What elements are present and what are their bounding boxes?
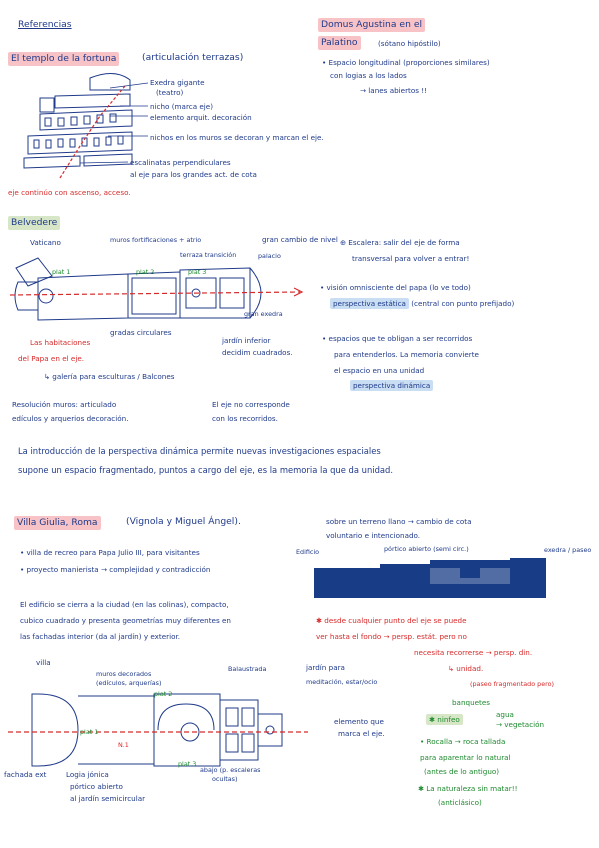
plan-label-muros-2: (edículos, arquerías): [96, 679, 162, 687]
label-gran-exedra: gran exedra: [244, 310, 283, 318]
plan-label-plat1: plat 1: [80, 728, 99, 736]
desde-line3: necesita recorrerse → persp. din.: [414, 648, 533, 657]
villa-bullet-1: • villa de recreo para Papa Julio III, para visitantes: [20, 548, 200, 557]
label-exedra: Exedra gigante: [150, 78, 205, 87]
label-nicho: nicho (marca eje): [150, 102, 214, 111]
eje-note: eje continúo con ascenso, acceso.: [8, 188, 131, 197]
intro-line1: La introducción de la perspectiva dinámica permite nuevas investigaciones espaciales: [18, 446, 381, 456]
villa-bullet-2: • proyecto manierista → complejidad y contradicción: [20, 565, 211, 574]
resolucion-line1: Resolución muros: articulado: [12, 400, 117, 409]
edificio-line2: cubico cuadrado y presenta geometrías muy diferentes en: [20, 616, 231, 625]
villa-giulia-plan: [8, 690, 308, 780]
label-jardin-inferior: jardín inferior: [222, 336, 271, 345]
domus-text-3: → lanes abiertos !!: [360, 86, 428, 95]
naturaleza-line2: (anticlásico): [438, 798, 482, 807]
label-plat3: plat 3: [188, 268, 207, 276]
natural-line1: para aparentar lo natural: [420, 753, 511, 762]
label-elemento: elemento arquit. decoración: [150, 113, 252, 122]
plan-label-logia-2: pórtico abierto: [70, 782, 123, 791]
villa-giulia-heading: Villa Giulia, Roma: [14, 516, 101, 530]
domus-text-1: • Espacio longitudinal (proporciones similares): [322, 58, 490, 67]
label-habitaciones-2: del Papa en el eje.: [18, 354, 85, 363]
eje-line1: El eje no corresponde: [212, 400, 290, 409]
intro-line2: supone un espacio fragmentado, puntos a cargo del eje, es la memoria la que da unidad.: [18, 465, 394, 475]
espacios-line3: el espacio en una unidad: [334, 366, 425, 375]
plan-label-muros-1: muros decorados: [96, 670, 152, 678]
vision-highlight: perspectiva estática: [330, 298, 409, 309]
section-label-exedra: exedra / paseo: [544, 546, 592, 554]
plan-label-balaustrada: Balaustrada: [228, 665, 267, 673]
edificio-line3: las fachadas interior (da al jardín) y exterior.: [20, 632, 181, 641]
ninfeo-label: ✱ ninfeo: [426, 714, 463, 725]
vision-line1: • visión omnisciente del papa (lo ve todo): [320, 283, 471, 292]
domus-title-note: (sótano hipóstilo): [378, 39, 441, 48]
label-al-eje: al eje para los grandes act. de cota: [130, 170, 257, 179]
villa-section-drawing: [310, 554, 550, 604]
plan-label-logia-1: Logia jónica: [66, 770, 109, 779]
terreno-line2: voluntario e intencionado.: [326, 531, 421, 540]
tempio-title: El templo de la fortuna: [8, 52, 119, 66]
desde-line1: ✱ desde cualquier punto del eje se puede: [316, 616, 467, 625]
rocalla-line: • Rocalla → roca tallada: [420, 737, 506, 746]
belvedere-plan: [10, 248, 310, 338]
eje-line2: con los recorridos.: [212, 414, 278, 423]
domus-title-line2: Palatino: [318, 36, 361, 50]
label-habitaciones-1: Las habitaciones: [30, 338, 91, 347]
label-escalinatas: escalinatas perpendiculares: [130, 158, 231, 167]
label-palacio: palacio: [258, 252, 281, 260]
espacios-line2: para entenderlos. La memoria convierte: [334, 350, 479, 359]
label-muros-fortificaciones: muros fortificaciones + atrio: [110, 236, 202, 244]
resolucion-line2: edículos y arquerios decoración.: [12, 414, 129, 423]
ninfeo-banquetes: banquetes: [452, 698, 491, 707]
plan-label-logia-3: al jardín semicircular: [70, 794, 146, 803]
escalera-line2: transversal para volver a entrar!: [352, 254, 470, 263]
label-nichos-muros: nichos en los muros se decoran y marcan el eje.: [150, 133, 324, 142]
natural-line2: (antes de lo antiguo): [424, 767, 500, 776]
references-heading: Referencias: [18, 19, 72, 30]
naturaleza-line1: ✱ La naturaleza sin matar!!: [418, 784, 518, 793]
section-label-edificio: Edificio: [296, 548, 320, 556]
plan-label-plat2: plat 2: [154, 690, 173, 698]
ninfeo-vegetacion: → vegetación: [496, 720, 545, 729]
plan-label-fachada: fachada ext: [4, 770, 47, 779]
escalera-line1: ⊕ Escalera: salir del eje de forma: [340, 238, 460, 247]
label-plat1: plat 1: [52, 268, 71, 276]
elemento-line2: marca el eje.: [338, 729, 385, 738]
section-label-portico: pórtico abierto (semi circ.): [384, 545, 469, 553]
plan-label-abajo-2: ocultas): [212, 775, 238, 783]
terreno-line1: sobre un terreno llano → cambio de cota: [326, 517, 472, 526]
plan-label-plat3: plat 3: [178, 760, 197, 768]
edificio-line1: El edificio se cierra a la ciudad (en las colinas), compacto,: [20, 600, 229, 609]
tempio-leaders: [100, 78, 150, 178]
desde-line4: ↳ unidad.: [448, 664, 484, 673]
plan-label-jardin-1: jardín para: [306, 663, 345, 672]
domus-text-2: con logias a los lados: [330, 71, 407, 80]
desde-line5: (paseo fragmentado pero): [470, 680, 555, 688]
label-plat2: plat 2: [136, 268, 155, 276]
villa-giulia-note: (Vignola y Miguel Ángel).: [126, 516, 241, 527]
label-vaticano: Vaticano: [30, 238, 61, 247]
label-jardin-cuadrados: decidim cuadrados.: [222, 348, 293, 357]
label-galeria: ↳ galería para esculturas / Balcones: [44, 372, 175, 381]
plan-label-nivel: N.1: [118, 741, 129, 749]
plan-label-abajo-1: abajo (p. escaleras: [200, 766, 261, 774]
desde-line2: ver hasta el fondo → persp. estát. pero no: [316, 632, 467, 641]
belvedere-heading: Belvedere: [8, 216, 60, 230]
vision-line3: (central con punto prefijado): [411, 299, 515, 308]
label-teatro: (teatro): [156, 88, 184, 97]
plan-label-jardin-2: meditación, estar/ocio: [306, 678, 378, 686]
plan-label-villa: villa: [36, 658, 51, 667]
espacios-highlight: perspectiva dinámica: [350, 380, 433, 391]
label-gran-cambio: gran cambio de nivel: [262, 235, 338, 244]
elemento-line1: elemento que: [334, 717, 384, 726]
label-gradas: gradas circulares: [110, 328, 172, 337]
ninfeo-agua: agua: [496, 710, 514, 719]
vision-line2-wrap: [330, 299, 514, 308]
label-terraza: terraza transición: [180, 251, 237, 259]
tempio-note: (articulación terrazas): [142, 52, 244, 63]
domus-title-line1: Domus Agustina en el: [318, 18, 425, 32]
espacios-line1: • espacios que te obligan a ser recorridos: [322, 334, 473, 343]
